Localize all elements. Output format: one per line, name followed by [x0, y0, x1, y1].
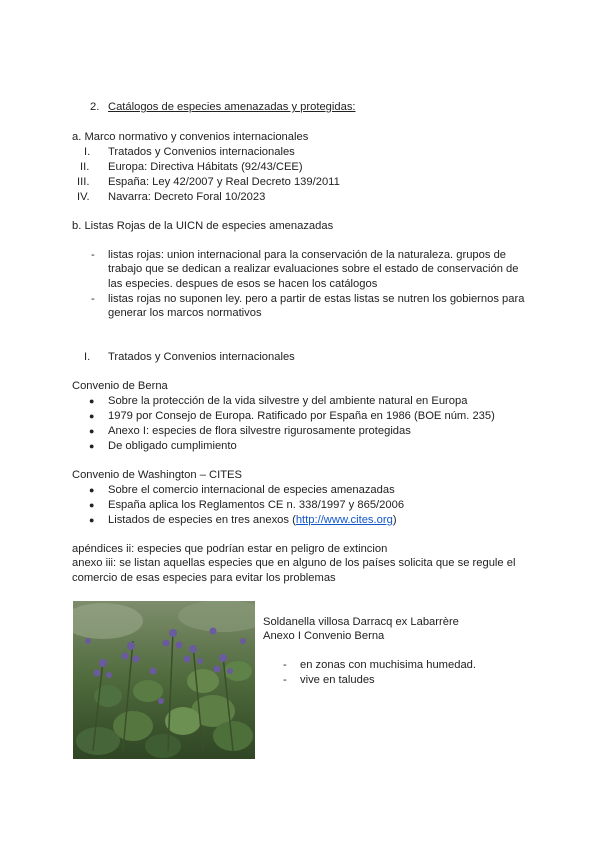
bullet-icon: ●	[89, 411, 95, 421]
list-item	[108, 513, 397, 528]
list-item: De obligado cumplimiento	[108, 440, 237, 452]
paragraph-line: apéndices ii: especies que podrían estar en peligro de extincion	[72, 543, 388, 555]
roman-numeral: I.	[84, 146, 91, 158]
paragraph-line: las especies. despues de esos se hacen los catálogos	[108, 278, 378, 290]
list-item: España aplica los Reglamentos CE n. 338/1997 y 865/2006	[108, 499, 405, 511]
list-item: Sobre el comercio internacional de especies amenazadas	[108, 484, 395, 496]
list-item: vive en taludes	[300, 674, 375, 686]
bullet-icon: ●	[89, 500, 95, 510]
list-item-text: )	[392, 514, 397, 526]
heading-title: Catálogos de especies amenazadas y protegidas:	[108, 101, 356, 113]
roman-numeral: II.	[80, 161, 90, 173]
paragraph-line: listas rojas: union internacional para la conservación de la naturaleza. grupos de	[108, 249, 507, 261]
paragraph-line: listas rojas no suponen ley. pero a partir de estas listas se nutren los gobiernos para	[108, 293, 525, 305]
section-i-title: Tratados y Convenios internacionales	[108, 351, 295, 363]
bullet-icon: ●	[89, 485, 95, 495]
plant-photo	[73, 601, 255, 759]
bullet-icon: ●	[89, 515, 95, 525]
dash-marker: -	[91, 293, 95, 305]
list-item-text: Listados de especies en tres anexos (	[108, 514, 296, 526]
list-item: Sobre la protección de la vida silvestre y del ambiente natural en Europa	[108, 395, 468, 407]
list-item: Tratados y Convenios internacionales	[108, 146, 295, 158]
paragraph-line: comercio de esas especies para evitar los problemas	[72, 572, 336, 584]
berna-title: Convenio de Berna	[72, 380, 168, 392]
paragraph-line: anexo iii: se listan aquellas especies que en alguno de los países solicita que se regule el	[72, 557, 516, 569]
heading-number: 2.	[90, 101, 100, 113]
section-b-title: b. Listas Rojas de la UICN de especies amenazadas	[72, 220, 334, 232]
list-item: Navarra: Decreto Foral 10/2023	[108, 191, 266, 203]
list-item: España: Ley 42/2007 y Real Decreto 139/2011	[108, 176, 340, 188]
dash-marker: -	[283, 674, 287, 686]
paragraph-line: generar los marcos normativos	[108, 307, 262, 319]
list-item: Europa: Directiva Hábitats (92/43/CEE)	[108, 161, 303, 173]
dash-marker: -	[283, 659, 287, 671]
list-item: Anexo I: especies de flora silvestre rigurosamente protegidas	[108, 425, 411, 437]
cites-title: Convenio de Washington – CITES	[72, 469, 242, 481]
species-name: Soldanella villosa Darracq ex Labarrère	[263, 616, 459, 628]
dash-marker: -	[91, 249, 95, 261]
list-item: en zonas con muchisima humedad.	[300, 659, 476, 671]
roman-numeral: IV.	[77, 191, 90, 203]
section-a-title: a. Marco normativo y convenios internacionales	[72, 131, 309, 143]
list-item: 1979 por Consejo de Europa. Ratificado por España en 1986 (BOE núm. 235)	[108, 410, 495, 422]
paragraph-line: trabajo que se dedican a realizar evaluaciones sobre el estado de conservación de	[108, 263, 519, 275]
species-annex: Anexo I Convenio Berna	[263, 630, 385, 642]
bullet-icon: ●	[89, 426, 95, 436]
roman-numeral: I.	[84, 351, 91, 363]
bullet-icon: ●	[89, 396, 95, 406]
roman-numeral: III.	[77, 176, 90, 188]
bullet-icon: ●	[89, 441, 95, 451]
cites-link[interactable]: http://www.cites.org	[295, 514, 393, 526]
